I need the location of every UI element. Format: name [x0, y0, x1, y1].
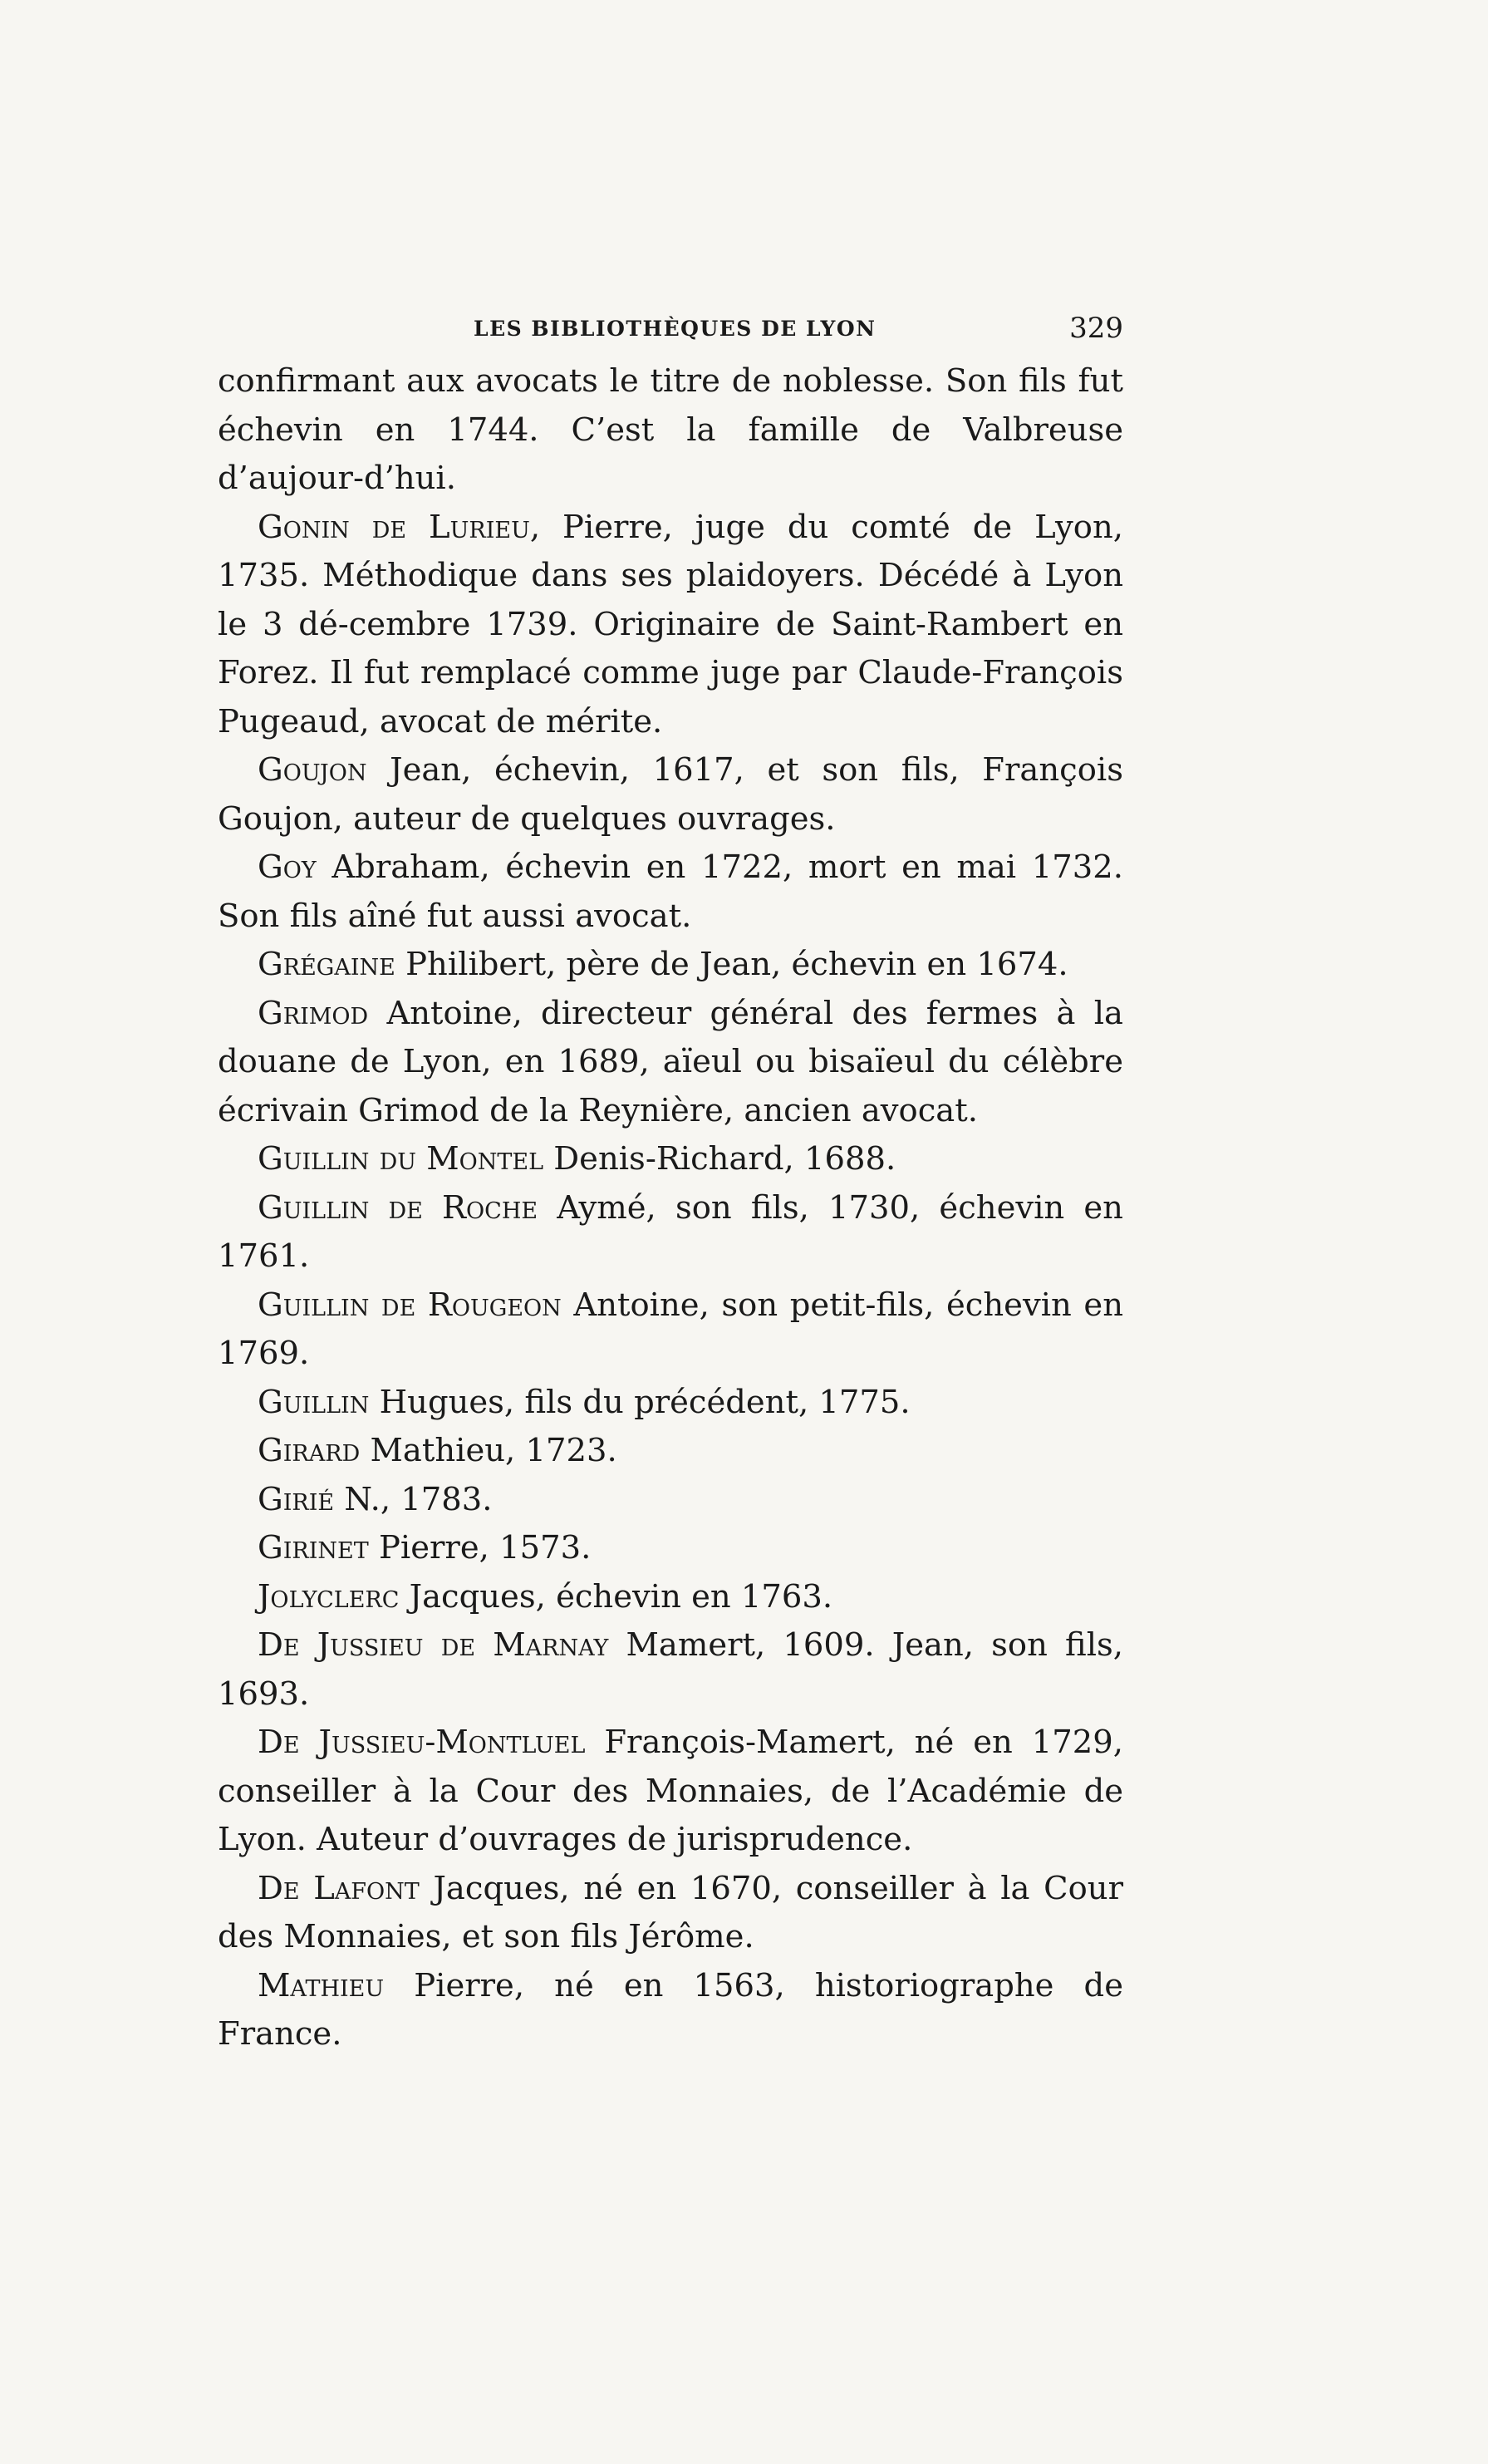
entry-text: Denis-Richard, 1688. [553, 1140, 896, 1178]
entry-name: Guillin [258, 1383, 370, 1421]
entry-name: Girinet [258, 1529, 369, 1566]
entry-gregaine [218, 941, 1123, 990]
entry-text: Jean, échevin, 1617, et son fils, François Goujon, auteur de quelques ouvrages. [218, 751, 1123, 838]
entry-de-jussieu-montluel [218, 1719, 1123, 1865]
entry-guillin-de-rougeon [218, 1281, 1123, 1379]
entry-name: Guillin du Montel [258, 1140, 544, 1178]
entry-name: Gonin de Lurieu, [258, 508, 541, 546]
entry-name: Girié [258, 1480, 335, 1518]
entry-guillin-de-roche [218, 1184, 1123, 1281]
entry-name: De Jussieu de Marnay [258, 1626, 609, 1664]
entry-text: Abraham, échevin en 1722, mort en mai 1732. Son fils aîné fut aussi avocat. [218, 848, 1123, 935]
entry-text: Aymé, son fils, 1730, échevin en 1761. [218, 1188, 1123, 1275]
entry-guillin-du-montel [218, 1135, 1123, 1184]
running-title: LES BIBLIOTHÈQUES DE LYON [474, 317, 877, 341]
entry-goy [218, 843, 1123, 941]
entry-text: Pierre, né en 1563, historiographe de France. [218, 1966, 1123, 2053]
entry-name: Goy [258, 848, 317, 886]
entry-text: Mathieu, 1723. [370, 1432, 617, 1469]
entry-name: Mathieu [258, 1966, 385, 2004]
page-header [218, 312, 1123, 353]
entry-name: Goujon [258, 751, 367, 789]
paragraph-continued [218, 357, 1123, 504]
entry-girard [218, 1427, 1123, 1476]
entry-name: De Lafont [258, 1869, 420, 1907]
entry-text: Pierre, juge du comté de Lyon, 1735. Méthodique dans ses plaidoyers. Décédé à Lyon le 3 dé-cembre 1739. Originaire de Saint-Rambert en Forez. Il fut remplacé comme juge par Claude-François Pugeaud, avocat de mérite. [218, 508, 1123, 740]
entry-text: Antoine, son petit-fils, échevin en 1769. [218, 1286, 1123, 1372]
paragraph-text: confirmant aux avocats le titre de noblesse. Son fils fut échevin en 1744. C’est la famille de Valbreuse d’aujour-d’hui. [218, 362, 1123, 497]
entry-name: Grégaine [258, 946, 395, 983]
entry-mathieu [218, 1962, 1123, 2059]
entry-name: Guillin de Roche [258, 1188, 538, 1227]
entry-guillin-hugues [218, 1379, 1123, 1428]
entry-de-jussieu-de-marnay [218, 1621, 1123, 1719]
page-body [218, 357, 1123, 2059]
entry-text: Antoine, directeur général des fermes à la douane de Lyon, en 1689, aïeul ou bisaïeul du célèbre écrivain Grimod de la Reynière, ancien avocat. [218, 994, 1123, 1129]
entry-text: François-Mamert, né en 1729, conseiller à la Cour des Monnaies, de l’Académie de Lyon. Auteur d’ouvrages de jurisprudence. [218, 1724, 1123, 1858]
entry-girinet [218, 1524, 1123, 1573]
entry-text: Pierre, 1573. [379, 1529, 592, 1566]
entry-de-lafont [218, 1865, 1123, 1962]
entry-name: Girard [258, 1432, 361, 1469]
entry-text: Mamert, 1609. Jean, son fils, 1693. [218, 1626, 1123, 1713]
entry-gonin-de-lurieu [218, 504, 1123, 747]
entry-name: Guillin de Rougeon [258, 1286, 562, 1324]
page-number: 329 [1069, 312, 1123, 345]
entry-text: Philibert, père de Jean, échevin en 1674. [405, 946, 1068, 983]
entry-girie [218, 1476, 1123, 1525]
entry-name: De Jussieu-Montluel [258, 1724, 586, 1761]
entry-jolyclerc [218, 1573, 1123, 1622]
entry-name: Grimod [258, 994, 369, 1032]
entry-name: Jolyclerc [258, 1577, 400, 1616]
entry-grimod [218, 990, 1123, 1136]
entry-text: N., 1783. [344, 1480, 493, 1518]
entry-text: Jacques, échevin en 1763. [409, 1577, 833, 1616]
entry-text: Jacques, né en 1670, conseiller à la Cour des Monnaies, et son fils Jérôme. [218, 1869, 1123, 1955]
entry-text: Hugues, fils du précédent, 1775. [379, 1383, 911, 1421]
entry-goujon [218, 746, 1123, 843]
